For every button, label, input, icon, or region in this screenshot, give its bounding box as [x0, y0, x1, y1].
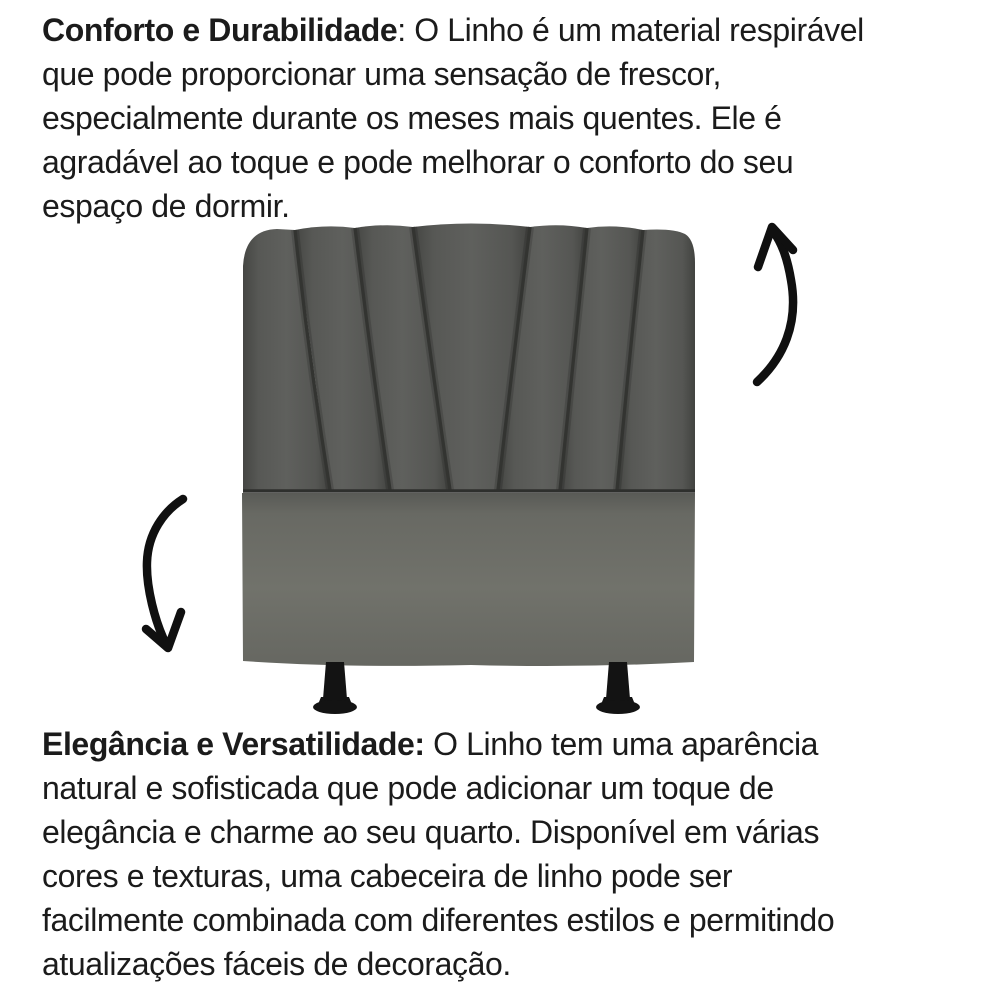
- top-heading: Conforto e Durabilidade: [42, 12, 398, 48]
- top-paragraph-line-4: agradável ao toque e pode melhorar o conforto do seu: [42, 144, 794, 180]
- headboard-photo: [225, 218, 715, 718]
- bottom-paragraph-line-4: cores e texturas, uma cabeceira de linho pode ser: [42, 858, 733, 894]
- bottom-paragraph-line-3: elegância e charme ao seu quarto. Disponível em várias: [42, 814, 820, 850]
- bottom-heading-rest: O Linho tem uma aparência: [424, 726, 819, 762]
- bottom-paragraph-line-5: facilmente combinada com diferentes estilos e permitindo: [42, 902, 835, 938]
- bottom-heading: Elegância e Versatilidade:: [42, 726, 425, 762]
- bottom-paragraph-line-1: [42, 722, 834, 766]
- top-paragraph: [42, 8, 864, 228]
- top-paragraph-line-5: espaço de dormir.: [42, 188, 290, 224]
- top-paragraph-line-1: [42, 8, 864, 52]
- top-paragraph-line-3: especialmente durante os meses mais quentes. Ele é: [42, 100, 782, 136]
- curved-arrow-up-icon: [733, 212, 825, 402]
- bottom-paragraph-line-6: atualizações fáceis de decoração.: [42, 946, 511, 982]
- top-heading-rest: : O Linho é um material respirável: [397, 12, 864, 48]
- curved-arrow-down-icon: [128, 483, 202, 663]
- headboard-leg-left: [313, 662, 357, 714]
- bottom-paragraph: [42, 722, 834, 986]
- headboard-leg-right: [596, 662, 640, 714]
- headboard-channel-section: [243, 224, 695, 491]
- top-paragraph-line-2: que pode proporcionar uma sensação de frescor,: [42, 56, 721, 92]
- headboard-base-panel: [242, 493, 695, 666]
- bottom-paragraph-line-2: natural e sofisticada que pode adicionar um toque de: [42, 770, 774, 806]
